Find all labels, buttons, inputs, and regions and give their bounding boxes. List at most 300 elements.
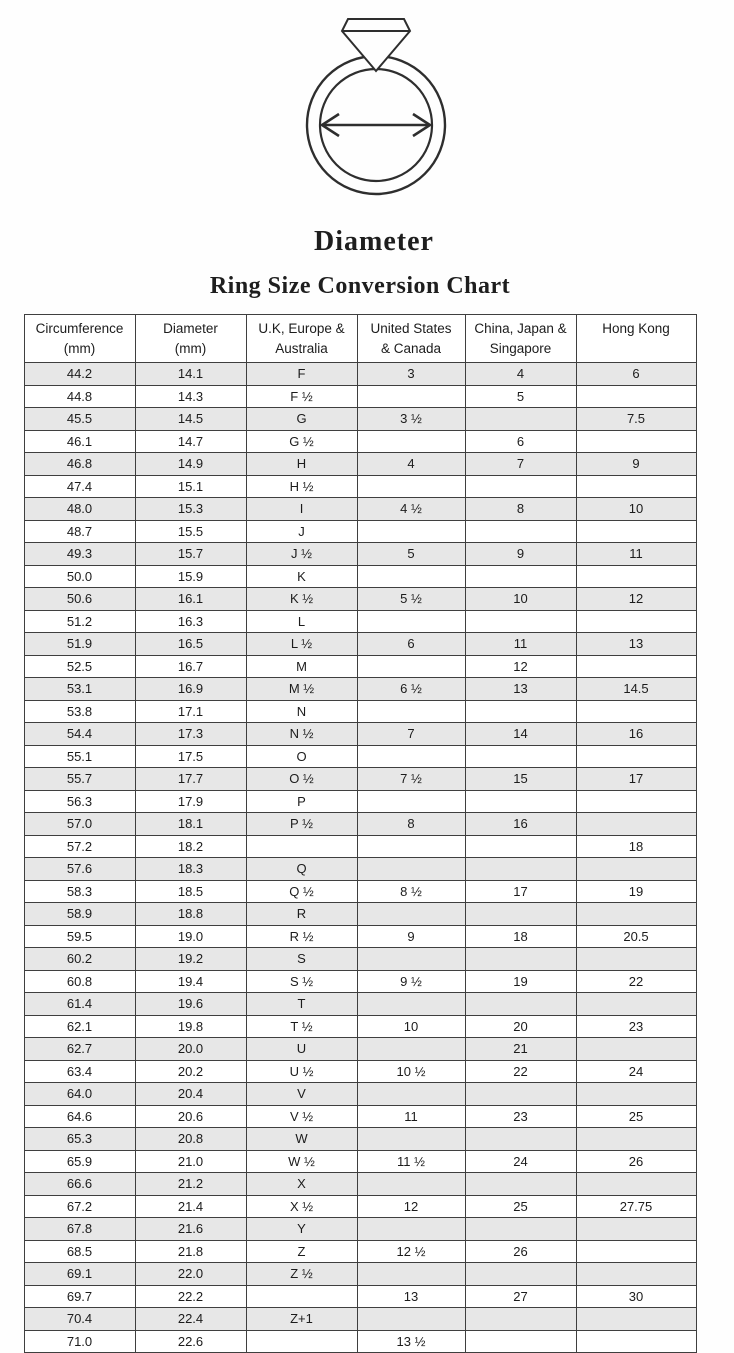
table-row <box>24 1263 696 1286</box>
table-row <box>24 903 696 926</box>
diagram-label: Diameter <box>314 226 434 257</box>
cell: 10 <box>357 1015 465 1038</box>
ring-diagram-graphic <box>296 6 456 212</box>
cell: 57.6 <box>24 858 135 881</box>
cell <box>576 655 696 678</box>
cell: 58.3 <box>24 880 135 903</box>
conversion-table <box>24 314 697 1353</box>
cell <box>465 858 576 881</box>
cell: 59.5 <box>24 925 135 948</box>
cell <box>576 858 696 881</box>
cell: 12 ½ <box>357 1240 465 1263</box>
cell: O <box>246 745 357 768</box>
cell: J <box>246 520 357 543</box>
cell <box>246 1330 357 1353</box>
cell <box>576 745 696 768</box>
cell: L <box>246 610 357 633</box>
table-row <box>24 1308 696 1331</box>
cell: 7.5 <box>576 408 696 431</box>
cell: 26 <box>465 1240 576 1263</box>
cell <box>357 655 465 678</box>
cell <box>357 835 465 858</box>
cell <box>576 475 696 498</box>
cell: 14.3 <box>135 385 246 408</box>
cell: 15.9 <box>135 565 246 588</box>
cell: 48.7 <box>24 520 135 543</box>
cell: 15.7 <box>135 543 246 566</box>
cell: 3 <box>357 363 465 386</box>
cell: T ½ <box>246 1015 357 1038</box>
table-row <box>24 543 696 566</box>
cell: 62.7 <box>24 1038 135 1061</box>
cell <box>576 520 696 543</box>
page-title: Ring Size Conversion Chart <box>209 273 511 299</box>
cell: R <box>246 903 357 926</box>
cell: 22.4 <box>135 1308 246 1331</box>
cell <box>576 948 696 971</box>
cell: 12 <box>465 655 576 678</box>
table-row <box>24 925 696 948</box>
cell: 9 <box>465 543 576 566</box>
cell <box>357 520 465 543</box>
column-header: Diameter (mm) <box>135 315 246 363</box>
cell: 6 <box>465 430 576 453</box>
cell: 44.8 <box>24 385 135 408</box>
cell: 65.9 <box>24 1150 135 1173</box>
cell: 10 ½ <box>357 1060 465 1083</box>
cell: P <box>246 790 357 813</box>
cell: 11 <box>357 1105 465 1128</box>
cell: M ½ <box>246 678 357 701</box>
table-row <box>24 948 696 971</box>
cell: 64.6 <box>24 1105 135 1128</box>
cell: 4 ½ <box>357 498 465 521</box>
cell: N <box>246 700 357 723</box>
cell: 16.5 <box>135 633 246 656</box>
cell: 67.8 <box>24 1218 135 1241</box>
cell: 13 <box>357 1285 465 1308</box>
cell <box>576 1173 696 1196</box>
table-row <box>24 385 696 408</box>
cell <box>576 1263 696 1286</box>
table-row <box>24 1330 696 1353</box>
cell <box>357 903 465 926</box>
cell <box>465 903 576 926</box>
cell: 22.2 <box>135 1285 246 1308</box>
table-row <box>24 363 696 386</box>
table-row <box>24 1105 696 1128</box>
cell: 19.4 <box>135 970 246 993</box>
cell: S ½ <box>246 970 357 993</box>
cell: 20.5 <box>576 925 696 948</box>
cell: 4 <box>357 453 465 476</box>
cell: R ½ <box>246 925 357 948</box>
cell: X ½ <box>246 1195 357 1218</box>
table-row <box>24 1015 696 1038</box>
cell: 53.1 <box>24 678 135 701</box>
cell: W <box>246 1128 357 1151</box>
cell: 14.1 <box>135 363 246 386</box>
cell <box>357 1128 465 1151</box>
page <box>0 6 720 1349</box>
cell: 19.8 <box>135 1015 246 1038</box>
cell: 9 <box>576 453 696 476</box>
cell: 20.6 <box>135 1105 246 1128</box>
cell: 71.0 <box>24 1330 135 1353</box>
cell: 8 <box>357 813 465 836</box>
cell: 20 <box>465 1015 576 1038</box>
cell <box>576 790 696 813</box>
cell: 46.1 <box>24 430 135 453</box>
cell <box>576 903 696 926</box>
cell: 16.3 <box>135 610 246 633</box>
cell <box>357 700 465 723</box>
cell: 18.3 <box>135 858 246 881</box>
cell: 17.5 <box>135 745 246 768</box>
table-row <box>24 1060 696 1083</box>
cell: 21 <box>465 1038 576 1061</box>
cell <box>465 1308 576 1331</box>
cell: 6 <box>357 633 465 656</box>
cell: 67.2 <box>24 1195 135 1218</box>
cell: 7 <box>465 453 576 476</box>
cell: 19 <box>576 880 696 903</box>
cell <box>357 948 465 971</box>
table-row <box>24 1218 696 1241</box>
cell: 19.0 <box>135 925 246 948</box>
cell: 9 ½ <box>357 970 465 993</box>
table-row <box>24 1173 696 1196</box>
cell: X <box>246 1173 357 1196</box>
cell: 12 <box>576 588 696 611</box>
cell: J ½ <box>246 543 357 566</box>
cell: 47.4 <box>24 475 135 498</box>
cell: 8 <box>465 498 576 521</box>
cell: 49.3 <box>24 543 135 566</box>
cell <box>465 408 576 431</box>
cell: 69.7 <box>24 1285 135 1308</box>
cell: F ½ <box>246 385 357 408</box>
cell: 14.7 <box>135 430 246 453</box>
cell: Z <box>246 1240 357 1263</box>
cell <box>576 1330 696 1353</box>
cell: 52.5 <box>24 655 135 678</box>
cell <box>357 1038 465 1061</box>
cell: 27 <box>465 1285 576 1308</box>
cell: H <box>246 453 357 476</box>
table-row <box>24 993 696 1016</box>
cell: 70.4 <box>24 1308 135 1331</box>
cell: 22.6 <box>135 1330 246 1353</box>
cell <box>576 385 696 408</box>
cell: 62.1 <box>24 1015 135 1038</box>
cell: 27.75 <box>576 1195 696 1218</box>
cell: 14.5 <box>135 408 246 431</box>
cell <box>465 835 576 858</box>
cell: 3 ½ <box>357 408 465 431</box>
cell: 21.0 <box>135 1150 246 1173</box>
cell: U ½ <box>246 1060 357 1083</box>
cell: 7 ½ <box>357 768 465 791</box>
diameter-arrow-icon <box>322 114 430 136</box>
cell <box>465 1263 576 1286</box>
cell: 66.6 <box>24 1173 135 1196</box>
cell: 51.2 <box>24 610 135 633</box>
cell: 17 <box>576 768 696 791</box>
cell: Z+1 <box>246 1308 357 1331</box>
cell <box>465 520 576 543</box>
cell: 11 <box>465 633 576 656</box>
cell: 18 <box>465 925 576 948</box>
cell: Q <box>246 858 357 881</box>
cell: 19.2 <box>135 948 246 971</box>
table-row <box>24 520 696 543</box>
cell: 18.1 <box>135 813 246 836</box>
table-row <box>24 408 696 431</box>
column-header: China, Japan & Singapore <box>465 315 576 363</box>
cell: 23 <box>576 1015 696 1038</box>
cell: 55.1 <box>24 745 135 768</box>
cell: 19.6 <box>135 993 246 1016</box>
cell: Y <box>246 1218 357 1241</box>
cell <box>357 1083 465 1106</box>
cell: 16 <box>465 813 576 836</box>
cell <box>357 1218 465 1241</box>
cell: 21.6 <box>135 1218 246 1241</box>
cell <box>576 1038 696 1061</box>
column-header: United States & Canada <box>357 315 465 363</box>
table-row <box>24 858 696 881</box>
cell <box>465 610 576 633</box>
table-row <box>24 475 696 498</box>
cell: 17.7 <box>135 768 246 791</box>
cell: 21.8 <box>135 1240 246 1263</box>
cell: K <box>246 565 357 588</box>
cell <box>576 1218 696 1241</box>
table-row <box>24 498 696 521</box>
cell: P ½ <box>246 813 357 836</box>
cell: 9 <box>357 925 465 948</box>
cell: 57.0 <box>24 813 135 836</box>
cell: 5 <box>465 385 576 408</box>
cell: 51.9 <box>24 633 135 656</box>
cell: 58.9 <box>24 903 135 926</box>
table-row <box>24 790 696 813</box>
cell: 20.4 <box>135 1083 246 1106</box>
cell: 22 <box>465 1060 576 1083</box>
cell <box>465 993 576 1016</box>
cell <box>465 1128 576 1151</box>
cell: 22.0 <box>135 1263 246 1286</box>
table-row <box>24 813 696 836</box>
table-header <box>24 315 696 363</box>
cell: 25 <box>465 1195 576 1218</box>
cell: 15.1 <box>135 475 246 498</box>
cell <box>576 1083 696 1106</box>
cell: V ½ <box>246 1105 357 1128</box>
cell <box>357 475 465 498</box>
cell: 17.1 <box>135 700 246 723</box>
cell: 26 <box>576 1150 696 1173</box>
cell: 14.5 <box>576 678 696 701</box>
cell: F <box>246 363 357 386</box>
cell <box>357 858 465 881</box>
cell: 20.8 <box>135 1128 246 1151</box>
cell: 18.2 <box>135 835 246 858</box>
cell: 23 <box>465 1105 576 1128</box>
cell: 45.5 <box>24 408 135 431</box>
cell: 18.8 <box>135 903 246 926</box>
cell: Z ½ <box>246 1263 357 1286</box>
table-row <box>24 768 696 791</box>
cell: 7 <box>357 723 465 746</box>
table-row <box>24 610 696 633</box>
cell <box>357 385 465 408</box>
cell <box>465 1083 576 1106</box>
cell: 10 <box>576 498 696 521</box>
cell: 16.1 <box>135 588 246 611</box>
cell <box>357 430 465 453</box>
cell: 63.4 <box>24 1060 135 1083</box>
cell <box>465 948 576 971</box>
table-row <box>24 970 696 993</box>
cell: H ½ <box>246 475 357 498</box>
cell: O ½ <box>246 768 357 791</box>
cell: 15 <box>465 768 576 791</box>
cell: 54.4 <box>24 723 135 746</box>
cell: L ½ <box>246 633 357 656</box>
cell <box>357 790 465 813</box>
cell: M <box>246 655 357 678</box>
table-row <box>24 655 696 678</box>
cell: I <box>246 498 357 521</box>
cell <box>357 993 465 1016</box>
cell: 50.0 <box>24 565 135 588</box>
table-row <box>24 430 696 453</box>
cell <box>576 1308 696 1331</box>
cell: 15.5 <box>135 520 246 543</box>
table-row <box>24 1083 696 1106</box>
cell: 13 <box>465 678 576 701</box>
table-row <box>24 1285 696 1308</box>
column-header: Circumference (mm) <box>24 315 135 363</box>
cell <box>465 700 576 723</box>
cell: 17.3 <box>135 723 246 746</box>
cell: W ½ <box>246 1150 357 1173</box>
cell: 65.3 <box>24 1128 135 1151</box>
cell: G ½ <box>246 430 357 453</box>
cell: 44.2 <box>24 363 135 386</box>
cell: N ½ <box>246 723 357 746</box>
cell: 22 <box>576 970 696 993</box>
cell: 18 <box>576 835 696 858</box>
cell: 5 <box>357 543 465 566</box>
cell: 10 <box>465 588 576 611</box>
cell <box>576 610 696 633</box>
cell <box>465 745 576 768</box>
cell: 30 <box>576 1285 696 1308</box>
cell <box>576 700 696 723</box>
cell <box>576 813 696 836</box>
cell <box>465 790 576 813</box>
cell <box>465 565 576 588</box>
cell: 60.2 <box>24 948 135 971</box>
cell <box>246 835 357 858</box>
cell: 19 <box>465 970 576 993</box>
cell <box>465 1330 576 1353</box>
cell: 57.2 <box>24 835 135 858</box>
cell: G <box>246 408 357 431</box>
cell: 68.5 <box>24 1240 135 1263</box>
cell: 60.8 <box>24 970 135 993</box>
cell <box>465 475 576 498</box>
cell <box>357 610 465 633</box>
table-row <box>24 1128 696 1151</box>
table-row <box>24 1195 696 1218</box>
table-row <box>24 453 696 476</box>
cell: 64.0 <box>24 1083 135 1106</box>
diamond-icon <box>342 19 410 71</box>
cell: 18.5 <box>135 880 246 903</box>
cell: U <box>246 1038 357 1061</box>
cell: 21.2 <box>135 1173 246 1196</box>
cell: 16.9 <box>135 678 246 701</box>
cell <box>576 993 696 1016</box>
table-row <box>24 880 696 903</box>
cell: 16 <box>576 723 696 746</box>
cell <box>357 565 465 588</box>
cell: 14.9 <box>135 453 246 476</box>
cell: 4 <box>465 363 576 386</box>
cell: 15.3 <box>135 498 246 521</box>
cell <box>465 1173 576 1196</box>
cell: 24 <box>576 1060 696 1083</box>
table-body <box>24 363 696 1353</box>
cell <box>576 565 696 588</box>
column-header: U.K, Europe & Australia <box>246 315 357 363</box>
cell <box>357 1263 465 1286</box>
cell: V <box>246 1083 357 1106</box>
cell: 20.0 <box>135 1038 246 1061</box>
cell <box>357 1308 465 1331</box>
column-header: Hong Kong <box>576 315 696 363</box>
table-row <box>24 1240 696 1263</box>
cell: 50.6 <box>24 588 135 611</box>
cell: 17 <box>465 880 576 903</box>
cell: 8 ½ <box>357 880 465 903</box>
cell: 46.8 <box>24 453 135 476</box>
ring-diagram <box>296 6 456 212</box>
cell: 25 <box>576 1105 696 1128</box>
cell: 48.0 <box>24 498 135 521</box>
cell: 13 ½ <box>357 1330 465 1353</box>
cell: 5 ½ <box>357 588 465 611</box>
header-row <box>24 315 696 363</box>
cell <box>576 1240 696 1263</box>
cell: 17.9 <box>135 790 246 813</box>
table-row <box>24 745 696 768</box>
cell: 14 <box>465 723 576 746</box>
cell: T <box>246 993 357 1016</box>
cell: 20.2 <box>135 1060 246 1083</box>
cell: 11 <box>576 543 696 566</box>
cell <box>465 1218 576 1241</box>
cell <box>576 1128 696 1151</box>
cell: 69.1 <box>24 1263 135 1286</box>
table-row <box>24 1038 696 1061</box>
cell: K ½ <box>246 588 357 611</box>
cell: 55.7 <box>24 768 135 791</box>
